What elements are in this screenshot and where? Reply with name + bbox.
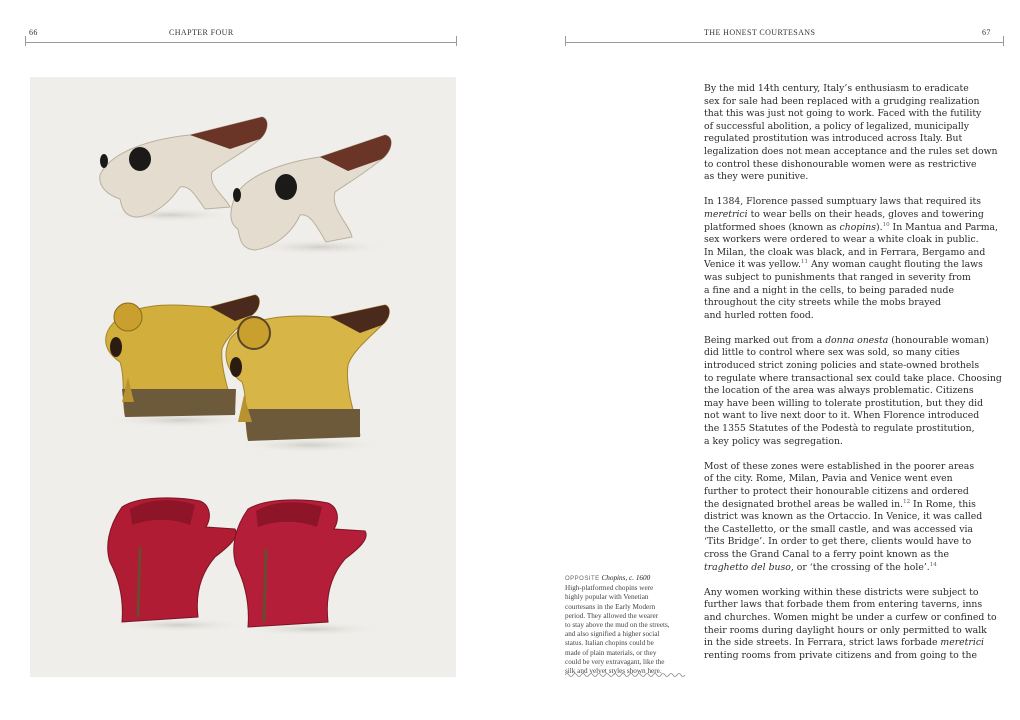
text-line <box>704 259 990 272</box>
text-fragment: (honourable woman) <box>888 334 989 346</box>
caption-line: to stay above the mud on the streets, <box>565 621 670 630</box>
photo-caption <box>565 574 683 676</box>
text-line: In 1384, Florence passed sumptuary laws that required its <box>704 196 982 208</box>
paragraph-4 <box>704 461 990 574</box>
caption-title: Chopins, c. 1600 <box>601 574 651 582</box>
body-text <box>704 83 1002 675</box>
text-fragment: ). <box>876 221 883 233</box>
caption-line: status. Italian chopins could be <box>565 639 654 648</box>
text-fragment: Being marked out from a <box>704 334 826 346</box>
text-line: to control these dishonourable women were as restrictive <box>704 158 977 170</box>
text-fragment: In Mantua and Parma, <box>889 221 999 233</box>
text-line: Most of these zones were established in the poorer areas <box>704 460 975 472</box>
text-line: not want to live next door to it. When Florence introduced <box>704 410 980 422</box>
text-line: the 1355 Statutes of the Podestà to regulate prostitution, <box>704 423 975 435</box>
text-fragment: Any woman caught flouting the laws <box>808 259 983 271</box>
text-line: sex workers were ordered to wear a white cloak in public. <box>704 234 979 246</box>
italic-term: meretrici <box>940 637 985 649</box>
text-line: In Milan, the cloak was black, and in Ferrara, Bergamo and <box>704 246 986 258</box>
caption-line: silk and velvet styles shown here. <box>565 667 662 676</box>
caption-line: period. They allowed the wearer <box>565 611 659 620</box>
header-rule <box>565 42 1003 43</box>
text-fragment: Venice it was yellow. <box>704 259 801 271</box>
text-line: legalization does not mean acceptance and the rules set down <box>704 145 998 157</box>
italic-term: donna onesta <box>825 334 889 346</box>
text-line: of the city. Rome, Milan, Pavia and Venice went even <box>704 473 953 485</box>
paragraph-2 <box>704 196 999 322</box>
footnote-ref: 11 <box>801 259 808 266</box>
text-line <box>704 335 990 348</box>
text-line: introduced strict zoning policies and state-owned brothels <box>704 360 980 372</box>
text-line: the Castelletto, or the small castle, and was accessed via <box>704 523 973 535</box>
footnote-ref: 12 <box>903 498 911 505</box>
text-line <box>704 637 990 650</box>
text-line: did little to control where sex was sold, so many cities <box>704 347 960 359</box>
chopins-illustration <box>30 77 456 677</box>
paragraph-1 <box>704 83 998 184</box>
text-line: further laws that forbade them from entering taverns, inns <box>704 599 983 611</box>
caption-line: made of plain materials, or they <box>565 648 657 657</box>
text-fragment: , or ‘the crossing of the hole’. <box>790 561 930 573</box>
caption-line: courtesans in the Early Modern <box>565 602 656 611</box>
rule-tick <box>1003 36 1004 46</box>
caption-line: highly popular with Venetian <box>565 593 649 602</box>
chopins-photograph <box>30 77 456 677</box>
folio-left: 66 <box>29 28 38 37</box>
text-fragment: in the side streets. In Ferrara, strict laws forbade <box>704 637 941 649</box>
text-line: Any women working within these districts were subject to <box>704 586 979 598</box>
footnote-ref: 14 <box>929 561 937 568</box>
text-line: a key policy was segregation. <box>704 435 843 447</box>
running-head-left: CHAPTER FOUR <box>169 28 234 37</box>
caption-wave-rule <box>565 672 687 678</box>
text-line: that this was just not going to work. Faced with the futility <box>704 108 982 120</box>
text-line: to regulate where transactional sex could take place. Choosing <box>704 372 1002 384</box>
text-line: ‘Tits Bridge’. In order to get there, clients would have to <box>704 536 972 548</box>
text-fragment: platformed shoes (known as <box>704 221 840 233</box>
text-line: district was known as the Ortaccio. In Venice, it was called <box>704 511 983 523</box>
text-line: and churches. Women might be under a curfew or confined to <box>704 611 997 623</box>
red-chopin-left <box>108 498 248 632</box>
text-line: a fine and a night in the cells, to being paraded nude <box>704 284 954 296</box>
caption-label: OPPOSITE <box>565 576 600 582</box>
text-line: was subject to punishments that ranged in severity from <box>704 271 971 283</box>
caption-line: High-platformed chopins were <box>565 584 654 593</box>
paragraph-5 <box>704 586 997 663</box>
italic-term: chopins <box>839 221 876 233</box>
red-chopin-right <box>234 500 384 636</box>
text-line: their rooms during daylight hours or only permitted to walk <box>704 624 987 636</box>
text-line: renting rooms from private citizens and from going to the <box>704 649 977 661</box>
text-line: regulated prostitution was introduced across Italy. But <box>704 133 963 145</box>
caption-line: and also signified a higher social <box>565 630 660 639</box>
paragraph-3 <box>704 334 1002 448</box>
text-line: further to protect their honourable citizens and ordered <box>704 486 969 497</box>
text-line <box>704 499 990 512</box>
text-line: of successful abolition, a policy of legalized, municipally <box>704 120 970 132</box>
text-line <box>704 209 990 222</box>
text-line <box>704 221 999 235</box>
running-head-right: THE HONEST COURTESANS <box>704 28 816 37</box>
text-line: By the mid 14th century, Italy’s enthusiasm to eradicate <box>704 83 969 94</box>
rule-tick <box>456 36 457 46</box>
text-fragment: In Rome, this <box>910 498 976 510</box>
white-chopin-right <box>231 135 391 255</box>
text-fragment: to wear bells on their heads, gloves and towering <box>747 208 984 220</box>
text-line: may have been willing to tolerate prostitution, but they did <box>704 397 984 409</box>
header-rule <box>25 42 456 43</box>
gold-chopin-right <box>226 305 389 453</box>
caption-line: could be very extravagant, like the <box>565 657 665 666</box>
folio-right: 67 <box>982 28 991 37</box>
text-line <box>704 562 990 575</box>
rule-tick <box>565 36 566 46</box>
text-line: cross the Grand Canal to a ferry point known as the <box>704 548 949 560</box>
text-line: the location of the area was always problematic. Citizens <box>704 385 974 397</box>
italic-term: traghetto del buso <box>704 561 791 573</box>
rule-tick <box>25 36 26 46</box>
text-line: and hurled rotten food. <box>704 309 814 321</box>
italic-term: meretrici <box>704 208 748 220</box>
footnote-ref: 10 <box>882 221 890 228</box>
text-line: as they were punitive. <box>704 171 809 183</box>
text-fragment: the designated brothel areas be walled in. <box>704 498 904 510</box>
text-line: sex for sale had been replaced with a grudging realization <box>704 95 980 107</box>
text-line: throughout the city streets while the mobs brayed <box>704 297 941 309</box>
